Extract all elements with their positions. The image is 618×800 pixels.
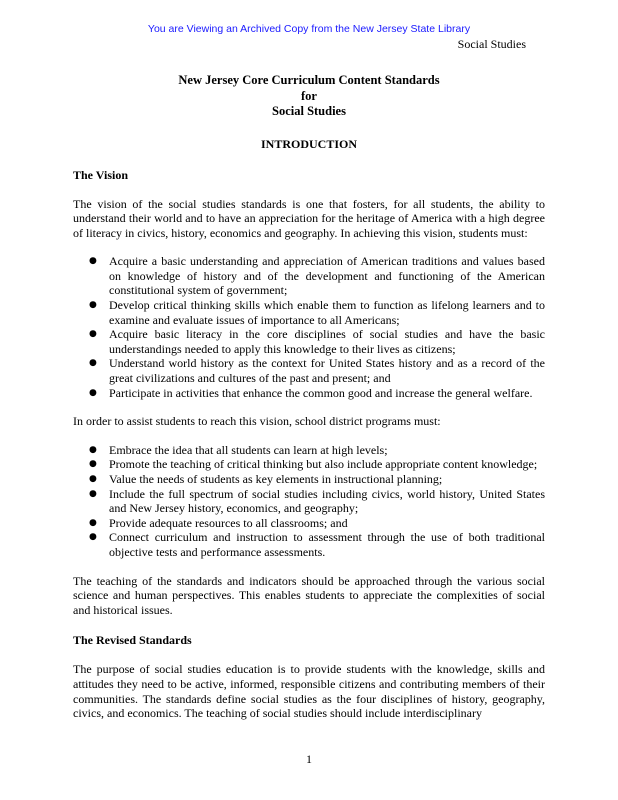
bullet-icon: ● (89, 300, 97, 311)
list-item-text: Embrace the idea that all students can learn at high levels; (109, 442, 388, 457)
list-item (73, 472, 545, 487)
running-head: Social Studies (457, 37, 526, 51)
bullet-icon: ● (89, 532, 97, 543)
bullet-icon: ● (89, 256, 97, 267)
list-item (73, 327, 545, 356)
list-item (73, 516, 545, 531)
document-body (73, 73, 545, 721)
list-item-text: Provide adequate resources to all classrooms; and (109, 515, 348, 530)
title-line-1: New Jersey Core Curriculum Content Standards (178, 73, 440, 87)
list-item-text: Acquire basic literacy in the core disciplines of social studies and have the basic understandings needed to apply this knowledge to their lives as citizens; (109, 327, 545, 356)
bullet-icon: ● (89, 387, 97, 398)
list-item (73, 443, 545, 458)
bullet-icon: ● (89, 517, 97, 528)
revised-standards-paragraph: The purpose of social studies education is to provide students with the knowledge, skills and attitudes they need to be active, informed, responsible citizens and contributing members of their communities. The standards define social studies as the four disciplines of history, geography, civics, and economics. The teaching of social studies should include interdisciplinary (73, 662, 545, 721)
bullet-icon: ● (89, 444, 97, 455)
district-bullet-list (73, 443, 545, 560)
vision-paragraph: The vision of the social studies standards is one that fosters, for all students, the ability to understand their world and to have an appreciation for the heritage of America with a high degree of literacy in civics, history, economics and geography. In achieving this vision, students must: (73, 196, 545, 240)
list-item (73, 530, 545, 559)
bullet-icon: ● (89, 329, 97, 340)
introduction-heading: INTRODUCTION (260, 136, 357, 151)
list-item (73, 487, 545, 516)
vision-heading: The Vision (73, 167, 129, 182)
list-item (73, 356, 545, 385)
list-item-text: Understand world history as the context for United States history and as a record of the great civilizations and cultures of the past and present; and (109, 356, 545, 386)
list-item-text: Value the needs of students as key elements in instructional planning; (109, 472, 443, 486)
bullet-icon: ● (89, 358, 97, 369)
district-intro-paragraph: In order to assist students to reach this vision, school district programs must: (73, 414, 441, 429)
bullet-icon: ● (89, 488, 97, 499)
list-item (73, 298, 545, 327)
list-item-text: Participate in activities that enhance the common good and increase the general welfare. (109, 385, 533, 400)
list-item-text: Promote the teaching of critical thinking but also include appropriate content knowledge; (109, 457, 538, 472)
bullet-icon: ● (89, 459, 97, 470)
vision-bullet-list (73, 254, 545, 400)
list-item-text: Include the full spectrum of social studies including civics, world history, United States and New Jersey history, economics, and geography; (109, 486, 545, 516)
revised-standards-heading: The Revised Standards (73, 633, 192, 648)
list-item-text: Connect curriculum and instruction to assessment through the use of both traditional objective tests and performance assessments. (109, 530, 545, 559)
list-item (73, 457, 545, 472)
document-title (73, 73, 545, 120)
bullet-icon: ● (89, 474, 97, 484)
title-line-3: Social Studies (272, 104, 346, 118)
closing-paragraph: The teaching of the standards and indicators should be approached through the various social science and human perspectives. This enables students to appreciate the complexities of social and historical issues. (73, 573, 545, 617)
list-item-text: Develop critical thinking skills which enable them to function as lifelong learners and to examine and evaluate issues of importance to all Americans; (109, 298, 545, 327)
list-item (73, 254, 545, 298)
title-line-2: for (301, 88, 317, 103)
list-item (73, 386, 545, 401)
archive-banner: You are Viewing an Archived Copy from the New Jersey State Library (147, 23, 471, 35)
list-item-text: Acquire a basic understanding and appreciation of American traditions and values based on knowledge of history and of the development and functioning of the American constitutional system of government; (109, 254, 545, 298)
page-number: 1 (306, 752, 312, 766)
